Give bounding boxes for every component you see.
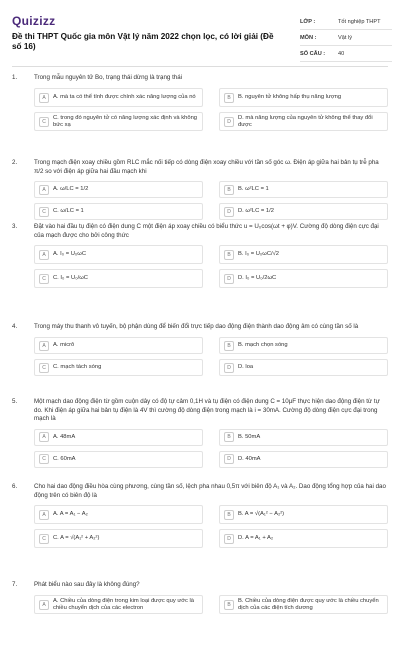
question-text: Một mạch dao động điện từ gồm cuộn dây có độ tự cảm 0,1H và tụ điện có điện dung C = 10μF thực hiện dao động điện từ tự do. Khi điện áp giữa hai bản tụ điện là 4V thì cường độ dòng điện trong mạch là i = 30mA. Cường độ dòng điện cực đại trong mạch là bbox=[34, 398, 380, 422]
question-text: Trong máy thu thanh vô tuyến, bộ phận dùng để biến đổi trực tiếp dao động điện thành dao động âm có cùng tần số là bbox=[34, 323, 359, 330]
question-text: Đặt vào hai đầu tụ điện có điện dung C một điện áp xoay chiều có biểu thức u = U₀cos(ωt + φ)V. Cường độ dòng điện cực đại của mạch được cho bởi công thức bbox=[34, 223, 379, 239]
option-letter: B bbox=[224, 600, 234, 610]
option-b[interactable] bbox=[219, 88, 388, 107]
option-text: C. I₀ = U₀/ωC bbox=[53, 275, 88, 281]
option-b[interactable] bbox=[219, 337, 388, 354]
option-a[interactable] bbox=[34, 337, 203, 354]
option-letter: D bbox=[224, 274, 234, 284]
option-letter: B bbox=[224, 432, 234, 442]
answer-options bbox=[34, 505, 388, 548]
question-7 bbox=[12, 581, 388, 671]
option-letter: B bbox=[224, 185, 234, 195]
option-b[interactable] bbox=[219, 595, 388, 614]
option-b[interactable] bbox=[219, 429, 388, 446]
answer-options bbox=[34, 245, 388, 288]
option-text: C. 60mA bbox=[53, 455, 76, 462]
question-number: 2. bbox=[12, 159, 18, 166]
option-letter: C bbox=[39, 363, 49, 373]
question-4 bbox=[12, 323, 388, 398]
worksheet-title: Đề thi THPT Quốc gia môn Vật lý năm 2022 chọn lọc, có lời giải (Đề số 16) bbox=[12, 32, 274, 51]
option-text: D. loa bbox=[238, 364, 254, 370]
option-text: A. micrô bbox=[53, 342, 75, 348]
option-text: A. A = A₁ − A₂ bbox=[53, 511, 88, 517]
question-1 bbox=[12, 74, 388, 159]
option-letter: A bbox=[39, 93, 49, 103]
meta-value: 40 bbox=[338, 50, 345, 57]
option-letter: C bbox=[39, 454, 49, 464]
option-letter: B bbox=[224, 341, 234, 351]
option-text: A. 48mA bbox=[53, 433, 76, 440]
question-text: Phát biểu nào sau đây là không đúng? bbox=[34, 581, 140, 588]
option-text: C. mạch tách sóng bbox=[53, 364, 102, 370]
option-letter: C bbox=[39, 117, 49, 127]
option-text: C. ω/LC = 1 bbox=[53, 208, 84, 214]
option-c[interactable] bbox=[34, 203, 203, 220]
question-number: 7. bbox=[12, 581, 18, 588]
meta-table bbox=[300, 14, 392, 62]
option-letter: A bbox=[39, 185, 49, 195]
option-text: D. I₀ = U₀/2ωC bbox=[238, 275, 277, 281]
answer-options bbox=[34, 88, 388, 131]
option-text: A. ω/LC = 1/2 bbox=[53, 186, 89, 192]
question-6 bbox=[12, 483, 388, 581]
option-letter: C bbox=[39, 274, 49, 284]
option-b[interactable] bbox=[219, 245, 388, 264]
question-2 bbox=[12, 159, 388, 223]
option-text: D. A = A₁ + A₂ bbox=[238, 535, 274, 541]
meta-value: Tốt nghiệp THPT bbox=[338, 18, 381, 25]
question-number: 6. bbox=[12, 483, 18, 490]
meta-row-class bbox=[300, 14, 392, 30]
option-letter: D bbox=[224, 363, 234, 373]
header-divider bbox=[12, 66, 388, 67]
question-3 bbox=[12, 223, 388, 323]
answer-options bbox=[34, 595, 388, 614]
question-number: 3. bbox=[12, 223, 18, 230]
option-letter: D bbox=[224, 207, 234, 217]
question-5 bbox=[12, 398, 388, 483]
option-letter: A bbox=[39, 250, 49, 260]
option-text: B. nguyên tử không hấp thụ năng lượng bbox=[238, 94, 342, 100]
option-text: C. trong đó nguyên tử có năng lượng xác định và không bức xạ bbox=[53, 114, 198, 128]
answer-options bbox=[34, 429, 388, 468]
option-b[interactable] bbox=[219, 505, 388, 524]
option-d[interactable] bbox=[219, 529, 388, 548]
option-d[interactable] bbox=[219, 359, 388, 376]
option-text: D. mà năng lượng của nguyên tử không thể thay đổi được bbox=[238, 114, 373, 128]
quizizz-logo: Quizizz bbox=[12, 14, 56, 28]
question-number: 4. bbox=[12, 323, 18, 330]
option-text: B. I₀ = U₀ωC/√2 bbox=[238, 251, 280, 257]
option-letter: A bbox=[39, 510, 49, 520]
meta-key: SỐ CÂU : bbox=[300, 50, 326, 57]
meta-key: MÔN : bbox=[300, 34, 317, 41]
option-c[interactable] bbox=[34, 359, 203, 376]
question-number: 1. bbox=[12, 74, 18, 81]
option-text: B. mạch chọn sóng bbox=[238, 342, 288, 348]
answer-options bbox=[34, 337, 388, 376]
option-text: A. Chiều của dòng điện trong kim loại được quy ước là chiều chuyển dịch của các electron bbox=[53, 597, 195, 611]
option-text: A. I₀ = U₀ωC bbox=[53, 251, 87, 257]
question-list bbox=[12, 74, 388, 671]
option-letter: A bbox=[39, 600, 49, 610]
option-text: B. Chiều của dòng điện được quy ước là chiều chuyển dịch của các điện tích dương bbox=[238, 597, 379, 611]
option-c[interactable] bbox=[34, 269, 203, 288]
option-a[interactable] bbox=[34, 429, 203, 446]
meta-key: LỚP : bbox=[300, 18, 316, 25]
option-a[interactable] bbox=[34, 245, 203, 264]
question-text: Cho hai dao động điều hòa cùng phương, cùng tần số, lệch pha nhau 0,5π với biên độ A₁ và A₂. Dao động tổng hợp của hai dao động trên có biên độ là bbox=[34, 483, 386, 499]
option-letter: B bbox=[224, 510, 234, 520]
option-d[interactable] bbox=[219, 203, 388, 220]
meta-row-count bbox=[300, 46, 392, 62]
option-a[interactable] bbox=[34, 595, 203, 614]
option-b[interactable] bbox=[219, 181, 388, 198]
question-text: Trong mẫu nguyên tử Bo, trạng thái dừng là trạng thái bbox=[34, 74, 183, 81]
option-letter: A bbox=[39, 432, 49, 442]
option-letter: C bbox=[39, 207, 49, 217]
option-text: D. 40mA bbox=[238, 455, 261, 462]
option-c[interactable] bbox=[34, 529, 203, 548]
option-text: D. ω²LC = 1/2 bbox=[238, 208, 274, 214]
option-letter: D bbox=[224, 117, 234, 127]
option-d[interactable] bbox=[219, 451, 388, 468]
answer-options bbox=[34, 181, 388, 220]
option-a[interactable] bbox=[34, 88, 203, 107]
option-text: A. mà ta có thể tính được chính xác năng lượng của nó bbox=[53, 94, 196, 100]
question-number: 5. bbox=[12, 398, 18, 405]
question-text: Trong mạch điện xoay chiều gồm RLC mắc nối tiếp có dòng điện xoay chiều với tần số góc ω. Điện áp giữa hai bản tụ trễ pha π/2 so với điện áp giữa hai đầu mạch khi bbox=[34, 159, 379, 175]
option-letter: B bbox=[224, 250, 234, 260]
option-a[interactable] bbox=[34, 505, 203, 524]
meta-value: Vật lý bbox=[338, 34, 352, 41]
option-text: B. A = √(A₁² − A₂²) bbox=[238, 511, 285, 517]
option-d[interactable] bbox=[219, 269, 388, 288]
option-a[interactable] bbox=[34, 181, 203, 198]
meta-row-subject bbox=[300, 30, 392, 46]
option-c[interactable] bbox=[34, 451, 203, 468]
option-text: B. 50mA bbox=[238, 433, 261, 440]
option-c[interactable] bbox=[34, 112, 203, 131]
option-text: B. ω²LC = 1 bbox=[238, 186, 269, 192]
option-text: C. A = √(A₁² + A₂²) bbox=[53, 535, 100, 541]
option-letter: B bbox=[224, 93, 234, 103]
worksheet-header bbox=[0, 0, 400, 62]
option-letter: D bbox=[224, 534, 234, 544]
option-letter: C bbox=[39, 534, 49, 544]
option-letter: A bbox=[39, 341, 49, 351]
option-d[interactable] bbox=[219, 112, 388, 131]
option-letter: D bbox=[224, 454, 234, 464]
